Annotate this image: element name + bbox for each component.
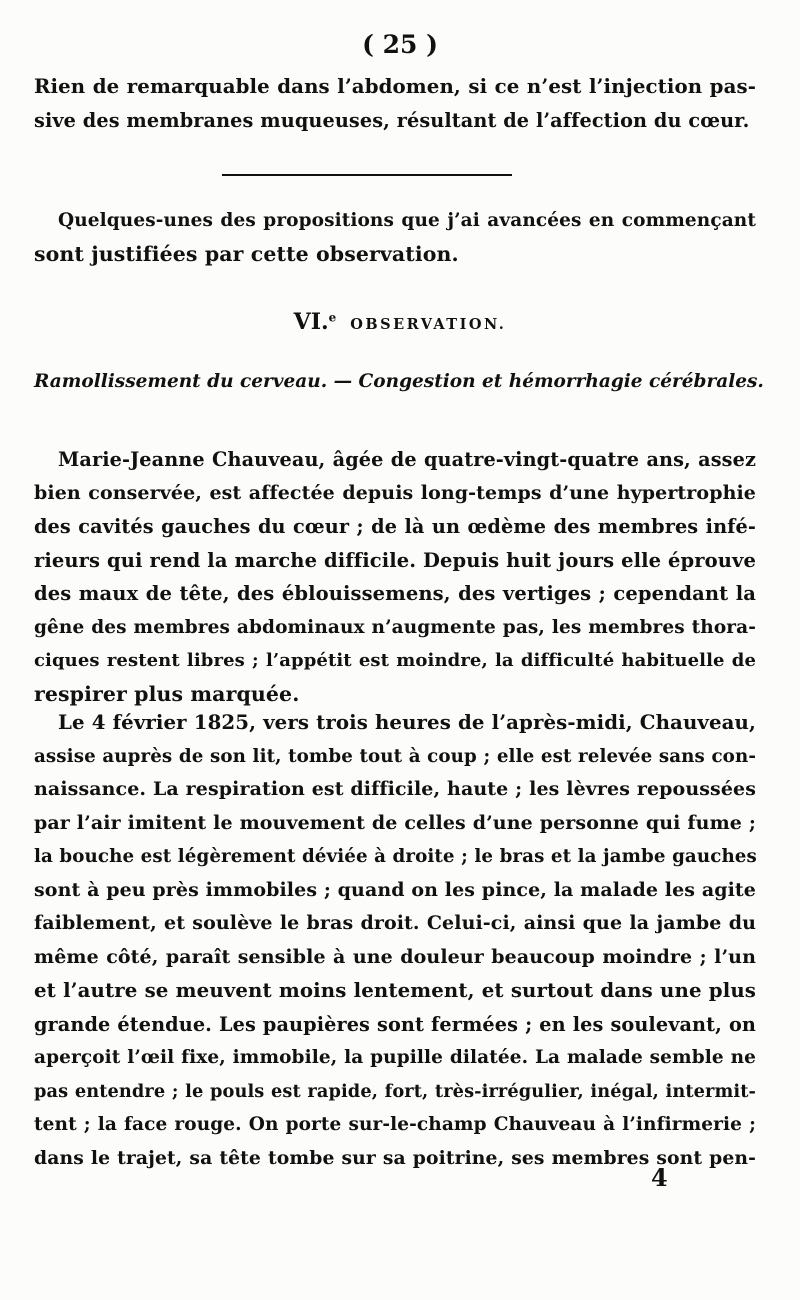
text-line: sont justifiées par cette observation. bbox=[34, 241, 459, 266]
text-line: sive des membranes muqueuses, résultant de l’affection du cœur. bbox=[34, 108, 750, 132]
text-line: tent ; la face rouge. On porte sur-le-champ Chauveau à l’infirmerie ; bbox=[34, 1114, 756, 1135]
signature-mark: 4 bbox=[651, 1163, 668, 1192]
text-line: bien conservée, est affectée depuis long-temps d’une hypertrophie bbox=[34, 481, 756, 504]
text-line: sont à peu près immobiles ; quand on les pince, la malade les agite bbox=[34, 878, 756, 901]
text-line: et l’autre se meuvent moins lentement, et surtout dans une plus bbox=[34, 978, 756, 1002]
text-line: rieurs qui rend la marche difficile. Depuis huit jours elle éprouve bbox=[34, 548, 756, 572]
section-divider bbox=[222, 174, 512, 176]
text-line: Rien de remarquable dans l’abdomen, si ce n’est l’injection pas- bbox=[34, 74, 756, 98]
text-line: aperçoit l’œil fixe, immobile, la pupille dilatée. La malade semble ne bbox=[34, 1047, 756, 1068]
text-line: assise auprès de son lit, tombe tout à coup ; elle est relevée sans con- bbox=[34, 745, 756, 767]
text-line: ciques restent libres ; l’appétit est moindre, la difficulté habituelle de bbox=[34, 650, 756, 671]
page-number: ( 25 ) bbox=[362, 30, 438, 59]
intro-paragraph bbox=[34, 70, 756, 137]
text-line: dans le trajet, sa tête tombe sur sa poitrine, ses membres sont pen- bbox=[34, 1146, 756, 1169]
text-line: grande étendue. Les paupières sont fermées ; en les soulevant, on bbox=[34, 1012, 756, 1036]
paragraph-le4 bbox=[34, 706, 756, 1175]
section-superscript: e bbox=[328, 310, 337, 325]
text-line: des cavités gauches du cœur ; de là un œdème des membres infé- bbox=[34, 515, 756, 538]
quelques-paragraph bbox=[34, 204, 756, 271]
observation-subtitle: Ramollissement du cerveau. — Congestion et hémorrhagie cérébrales. bbox=[34, 371, 764, 392]
paragraph-marie bbox=[34, 443, 756, 711]
text-line: même côté, paraît sensible à une douleur beaucoup moindre ; l’un bbox=[34, 945, 756, 968]
text-line: par l’air imitent le mouvement de celles d’une personne qui fume ; bbox=[34, 811, 756, 834]
text-line: Le 4 février 1825, vers trois heures de l’après-midi, Chauveau, bbox=[58, 710, 756, 734]
text-line: Marie-Jeanne Chauveau, âgée de quatre-vingt-quatre ans, assez bbox=[58, 448, 756, 471]
text-line: respirer plus marquée. bbox=[34, 681, 300, 706]
text-line: la bouche est légèrement déviée à droite ; le bras et la jambe gauches bbox=[34, 846, 757, 867]
text-line: faiblement, et soulève le bras droit. Celui-ci, ainsi que la jambe du bbox=[34, 912, 756, 934]
text-line: gêne des membres abdominaux n’augmente pas, les membres thora- bbox=[34, 616, 756, 638]
text-line: Quelques-unes des propositions que j’ai avancées en commençant bbox=[58, 210, 756, 231]
text-line: pas entendre ; le pouls est rapide, fort, très-irrégulier, inégal, intermit- bbox=[34, 1080, 756, 1102]
section-heading bbox=[0, 309, 800, 335]
text-line: des maux de tête, des éblouissemens, des vertiges ; cependant la bbox=[34, 582, 756, 605]
text-line: naissance. La respiration est difficile, haute ; les lèvres repoussées bbox=[34, 778, 756, 800]
section-number: VI. bbox=[293, 309, 329, 335]
section-label: OBSERVATION. bbox=[350, 316, 507, 333]
